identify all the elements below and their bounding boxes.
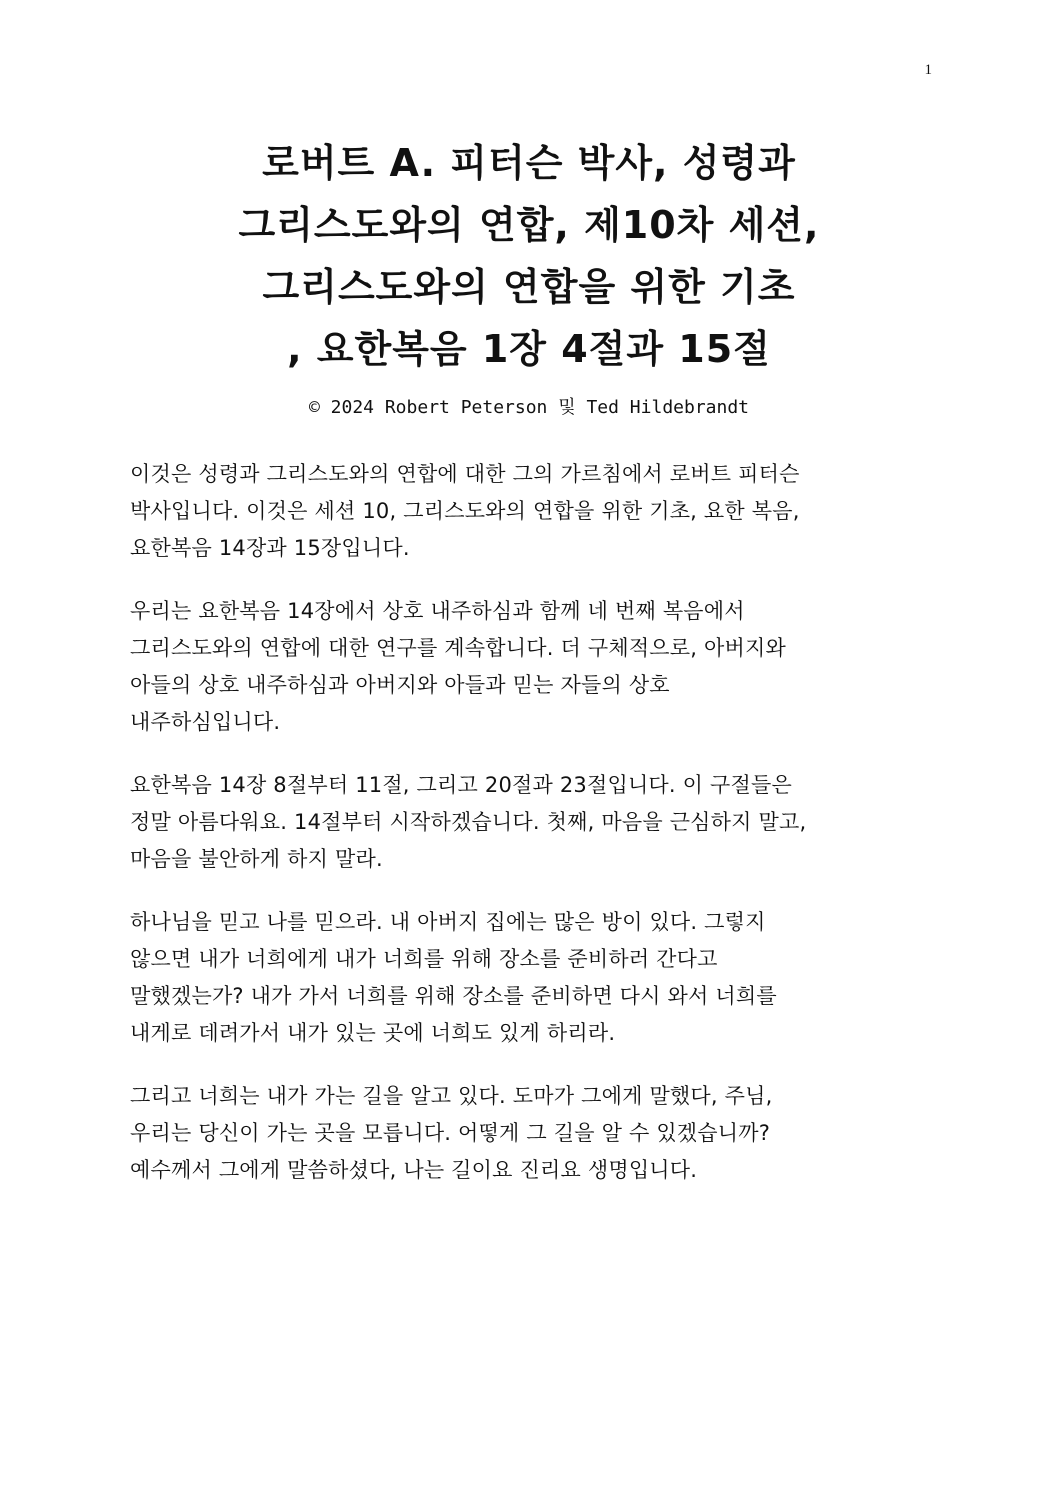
text-line: 아들의 상호 내주하심과 아버지와 아들과 믿는 자들의 상호 xyxy=(130,673,670,697)
title-line: , 요한복음 1장 4절과 15절 xyxy=(287,327,771,371)
text-line: 이것은 성령과 그리스도와의 연합에 대한 그의 가르침에서 로버트 피터슨 xyxy=(130,462,800,486)
text-line: 내주하심입니다. xyxy=(130,710,281,734)
copyright-notice: © 2024 Robert Peterson 및 Ted Hildebrandt xyxy=(308,397,750,418)
paragraph xyxy=(130,593,930,741)
paragraph xyxy=(130,904,930,1052)
text-line: 그리스도와의 연합에 대한 연구를 계속합니다. 더 구체적으로, 아버지와 xyxy=(130,636,786,660)
text-line: 우리는 요한복음 14장에서 상호 내주하심과 함께 네 번째 복음에서 xyxy=(130,599,745,623)
text-line: 요한복음 14장 8절부터 11절, 그리고 20절과 23절입니다. 이 구절들은 xyxy=(130,773,792,797)
title-line: 로버트 A. 피터슨 박사, 성령과 xyxy=(262,141,796,185)
text-line: 않으면 내가 너희에게 내가 너희를 위해 장소를 준비하러 간다고 xyxy=(130,947,718,971)
text-line: 예수께서 그에게 말씀하셨다, 나는 길이요 진리요 생명입니다. xyxy=(130,1158,698,1182)
text-line: 말했겠는가? 내가 가서 너희를 위해 장소를 준비하면 다시 와서 너희를 xyxy=(130,984,777,1008)
text-line: 마음을 불안하게 하지 말라. xyxy=(130,847,383,871)
text-line: 그리고 너희는 내가 가는 길을 알고 있다. 도마가 그에게 말했다, 주님, xyxy=(130,1084,773,1108)
text-line: 우리는 당신이 가는 곳을 모릅니다. 어떻게 그 길을 알 수 있겠습니까? xyxy=(130,1121,771,1145)
title-line: 그리스도와의 연합을 위한 기초 xyxy=(262,265,796,309)
text-line: 요한복음 14장과 15장입니다. xyxy=(130,536,410,560)
document-body xyxy=(130,456,930,1215)
text-line: 박사입니다. 이것은 세션 10, 그리스도와의 연합을 위한 기초, 요한 복음, xyxy=(130,499,800,523)
title-line: 그리스도와의 연합, 제10차 세션, xyxy=(238,203,820,247)
paragraph xyxy=(130,456,930,567)
text-line: 정말 아름다워요. 14절부터 시작하겠습니다. 첫째, 마음을 근심하지 말고, xyxy=(130,810,807,834)
document-title xyxy=(80,132,978,380)
page-number: 1 xyxy=(924,62,932,78)
paragraph xyxy=(130,1078,930,1189)
text-line: 하나님을 믿고 나를 믿으라. 내 아버지 집에는 많은 방이 있다. 그렇지 xyxy=(130,910,766,934)
text-line: 내게로 데려가서 내가 있는 곳에 너희도 있게 하리라. xyxy=(130,1021,616,1045)
paragraph xyxy=(130,767,930,878)
